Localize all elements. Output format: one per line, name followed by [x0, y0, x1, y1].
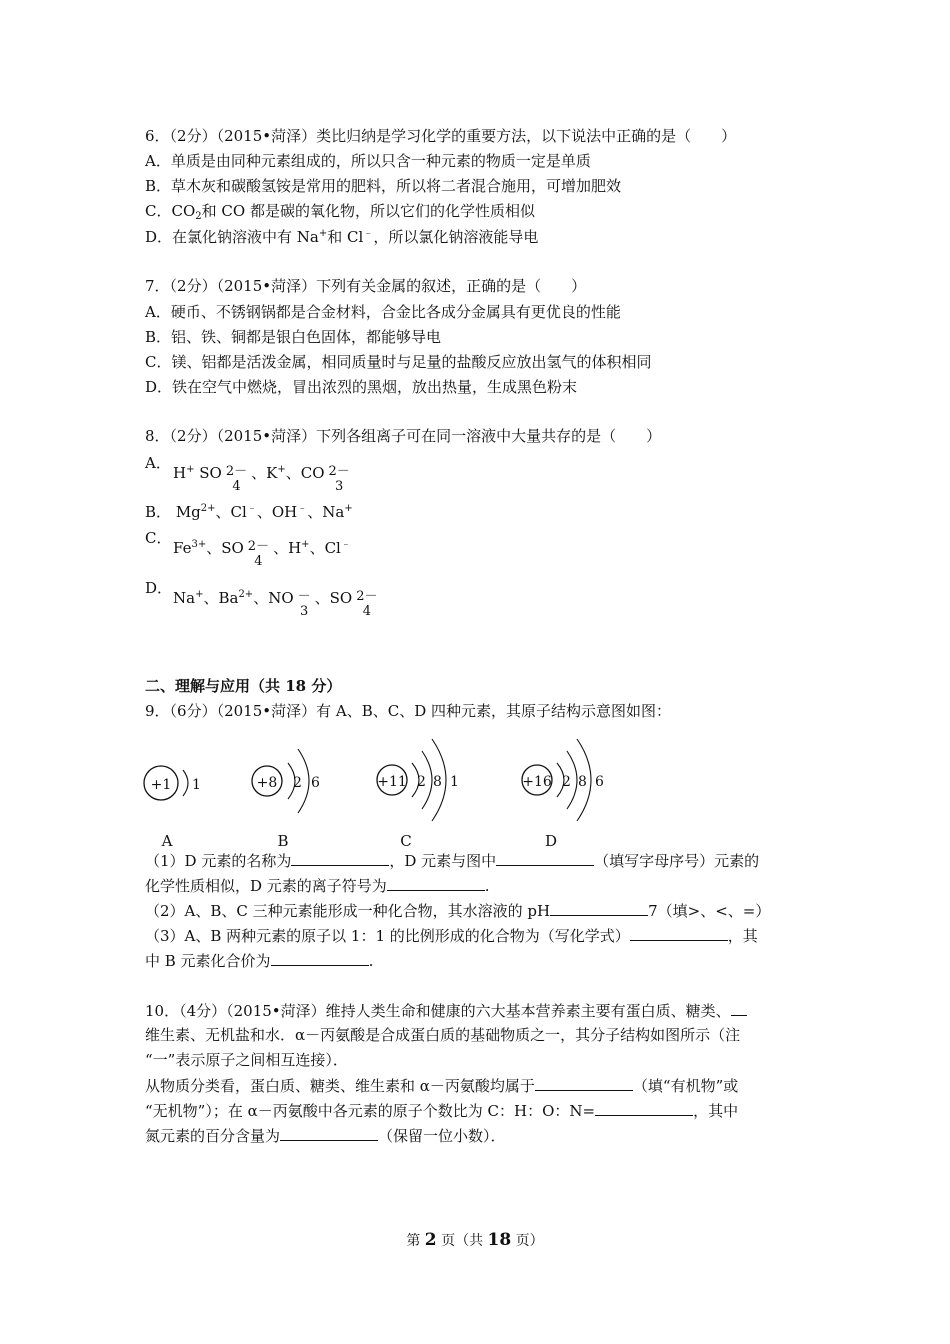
q8-option-d-ions: Na+、$Ba^{2+}$、NO － 3 、SO 2－ 4 [173, 589, 378, 619]
q10-line-4: 从物质分类看，蛋白质、糖类、维生素和 α－丙氨酸均属于 （填“有机物”或 [145, 1077, 739, 1095]
atom-b-label: B [277, 832, 289, 850]
section-2-title: 二、理解与应用（共 18 分） [145, 677, 342, 695]
q8-option-c-label: C． [145, 529, 172, 547]
q10-blank-0[interactable] [731, 1000, 747, 1016]
q8-option-a-label: A． [145, 454, 171, 472]
atom-c-label: C [400, 832, 412, 850]
q9-part-3-line-1: （3）A、B 两种元素的原子以 1：1 的比例形成的化合物为（写化学式） ，其 [145, 927, 758, 945]
atom-b-electrons-1: 2 [293, 775, 302, 791]
atom-a-diagram [144, 766, 201, 850]
atom-a-shell-1 [183, 770, 188, 796]
q8-option-c-ions: $Fe^{3+}$、SO 2－ 4 、H+、Cl﹣ [173, 539, 351, 569]
atom-d-electrons-2: 8 [578, 774, 587, 790]
q10-blank-1[interactable] [535, 1075, 633, 1091]
q10-line-3: “一”表示原子之间相互连接）． [145, 1051, 348, 1069]
atom-b-nucleus: +8 [256, 775, 278, 791]
atom-d-electrons-3: 6 [595, 774, 604, 790]
q9-blank-3[interactable] [387, 875, 485, 891]
q10-blank-2[interactable] [595, 1100, 693, 1116]
q9-part-1-line-2: 化学性质相似，D 元素的离子符号为 . [145, 877, 490, 895]
q6-stem: 6．（2分）（2015•菏泽）类比归纳是学习化学的重要方法，以下说法中正确的是（ ） [145, 127, 737, 145]
atom-a-electrons-1: 1 [192, 777, 201, 793]
atom-d-diagram [522, 739, 604, 850]
q7-option-c: C．镁、铝都是活泼金属，相同质量时与足量的盐酸反应放出氢气的体积相同 [145, 353, 652, 371]
page-number: 2 [424, 1230, 437, 1250]
q6-option-d: D．在氯化钠溶液中有 Na+和 Cl﹣，所以氯化钠溶液能导电 [145, 228, 539, 246]
q8-option-b: B． $Mg^{2+}$、Cl﹣、OH﹣、Na+ [145, 503, 353, 521]
atom-c-diagram [377, 739, 459, 850]
q9-blank-6[interactable] [271, 950, 369, 966]
q10-line-5: “无机物”）；在 α－丙氨酸中各元素的原子个数比为 C：H：O：N= ，其中 [145, 1102, 739, 1120]
q9-blank-5[interactable] [630, 925, 728, 941]
q8-option-a-ions: H+ SO 2－ 4 、K+、CO 2－ 3 [173, 464, 350, 494]
q8-stem: 8．（2分）（2015•菏泽）下列各组离子可在同一溶液中大量共存的是（ ） [145, 427, 662, 445]
q6-option-b: B．草木灰和碳酸氢铵是常用的肥料，所以将二者混合施用，可增加肥效 [145, 177, 622, 195]
atom-c-electrons-3: 1 [450, 774, 459, 790]
q9-part-3-line-2: 中 B 元素化合价为 . [145, 952, 374, 970]
page-footer: 第 2 页（共 18 页） [406, 1230, 544, 1250]
atom-c-electrons-2: 8 [433, 774, 442, 790]
q10-line-6: 氮元素的百分含量为 （保留一位小数）． [145, 1127, 506, 1145]
q9-blank-2[interactable] [496, 850, 594, 866]
atom-d-label: D [544, 832, 558, 850]
q9-stem: 9．（6分）（2015•菏泽）有 A、B、C、D 四种元素，其原子结构示意图如图： [145, 702, 672, 720]
q6-option-a: A．单质是由同种元素组成的，所以只含一种元素的物质一定是单质 [145, 152, 591, 170]
q7-option-d: D．铁在空气中燃烧，冒出浓烈的黑烟，放出热量，生成黑色粉末 [145, 378, 578, 396]
q7-option-a: A．硬币、不锈钢锅都是合金材料，合金比各成分金属具有更优良的性能 [145, 303, 621, 321]
q7-stem: 7．（2分）（2015•菏泽）下列有关金属的叙述，正确的是（ ） [145, 277, 587, 295]
q8-option-d-label: D． [145, 579, 173, 597]
q10-line-1: 10．（4分）（2015•菏泽）维持人类生命和健康的六大基本营养素主要有蛋白质、糖类、 [145, 1000, 747, 1021]
atom-structure-diagrams [140, 735, 620, 850]
atom-d-nucleus: +16 [522, 774, 552, 790]
q9-blank-1[interactable] [291, 850, 389, 866]
atom-c-electrons-1: 2 [417, 774, 426, 790]
atom-c-nucleus: +11 [377, 774, 407, 790]
atom-a-label: A [161, 832, 173, 850]
atom-a-nucleus: +1 [150, 777, 172, 793]
q10-blank-3[interactable] [280, 1125, 378, 1141]
q9-blank-4[interactable] [550, 900, 648, 916]
atom-b-electrons-2: 6 [311, 775, 320, 791]
q7-option-b: B．铝、铁、铜都是银白色固体，都能够导电 [145, 328, 442, 346]
atom-d-electrons-1: 2 [562, 774, 571, 790]
q9-part-1-line-1: （1）D 元素的名称为 ，D 元素与图中 （填写字母序号）元素的 [145, 852, 760, 870]
q6-option-c: C．$CO_2$和 CO 都是碳的氧化物，所以它们的化学性质相似 [145, 202, 535, 222]
atom-b-diagram [252, 749, 320, 850]
q9-part-2: （2）A、B、C 三种元素能形成一种化合物，其水溶液的 pH 7（填>、<、=） [145, 902, 771, 920]
q10-line-2: 维生素、无机盐和水．α－丙氨酸是合成蛋白质的基础物质之一，其分子结构如图所示（注 [145, 1026, 741, 1044]
page-total: 18 [487, 1230, 512, 1250]
